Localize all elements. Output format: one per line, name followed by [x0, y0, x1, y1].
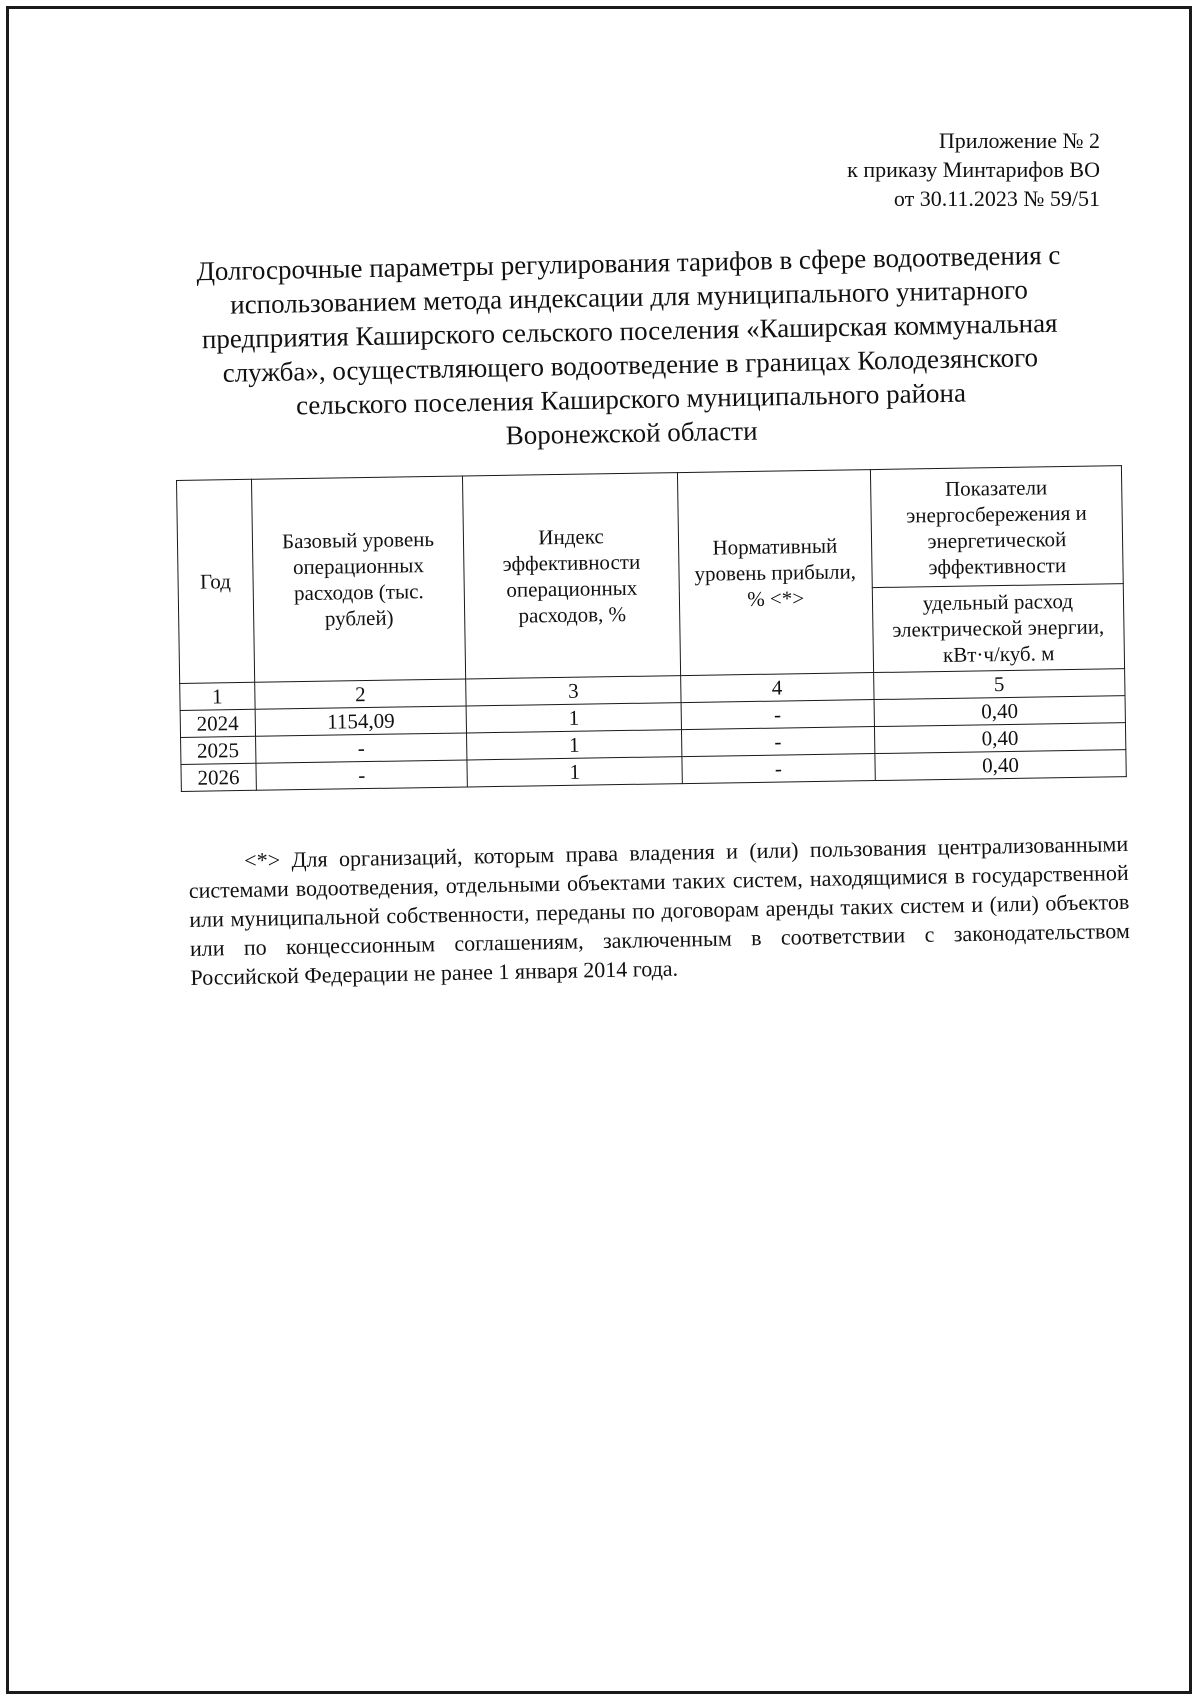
title-line: сельского поселения Каширского муниципального района: [295, 377, 967, 421]
cell-efficiency-index: 1: [467, 703, 682, 733]
cell-year: 2025: [181, 736, 256, 764]
header-efficiency-index: Индекс эффективности операционных расходов, %: [463, 473, 680, 679]
cell-profit-level: -: [682, 754, 875, 784]
appendix-reference: [847, 126, 1100, 213]
column-number: 5: [873, 669, 1125, 700]
title-line: предприятия Каширского сельского поселения «Каширская коммунальная: [201, 307, 1058, 355]
cell-base-level: 1154,09: [255, 706, 467, 736]
column-number: 2: [254, 679, 466, 709]
title-line: служба», осуществляющего водоотведение в границах Колодезянского: [222, 342, 1039, 388]
cell-energy: 0,40: [874, 723, 1126, 754]
document-title: [168, 237, 1092, 459]
cell-profit-level: -: [681, 700, 874, 730]
cell-base-level: -: [256, 760, 468, 790]
cell-energy: 0,40: [874, 696, 1126, 727]
appendix-number: Приложение № 2: [938, 128, 1100, 153]
column-number: 1: [180, 682, 255, 710]
header-energy-consumption: удельный расход электрической энергии, кВт·ч/куб. м: [872, 584, 1125, 673]
parameters-table: [176, 465, 1127, 792]
title-line: использованием метода индексации для муниципального унитарного: [229, 274, 1029, 320]
cell-year: 2024: [180, 709, 255, 737]
footnote: <*> Для организаций, которым права владения и (или) пользования централизованными системами водоотведения, отдельными объектами таких систем, находящимися в государственной или муниципальной собственности, переданы по договорам аренды таких систем и (или) объектов или по концессионным соглашениям, заключенным в соответствии с законодательством Российской Федерации не ранее 1 января 2014 года.: [188, 830, 1131, 990]
header-energy-group: Показатели энергосбережения и энергетической эффективности: [870, 466, 1123, 588]
appendix-order: к приказу Минтарифов ВО: [847, 157, 1100, 182]
cell-efficiency-index: 1: [467, 757, 682, 787]
header-year: Год: [177, 479, 255, 683]
cell-year: 2026: [181, 763, 256, 791]
column-number: 4: [680, 673, 873, 703]
appendix-date: от 30.11.2023 № 59/51: [893, 186, 1100, 211]
table-header-row: [177, 466, 1124, 599]
cell-efficiency-index: 1: [467, 730, 682, 760]
title-line: Воронежской области: [505, 415, 758, 451]
title-line: Долгосрочные параметры регулирования тарифов в сфере водоотведения с: [196, 239, 1061, 287]
header-profit-level: Нормативный уровень прибыли, % <*>: [677, 470, 873, 676]
header-base-level: Базовый уровень операционных расходов (тыс. рублей): [251, 476, 466, 682]
cell-base-level: -: [255, 733, 467, 763]
column-number: 3: [466, 676, 681, 706]
parameters-table-container: [176, 465, 1127, 792]
cell-energy: 0,40: [875, 750, 1127, 781]
cell-profit-level: -: [681, 727, 874, 757]
